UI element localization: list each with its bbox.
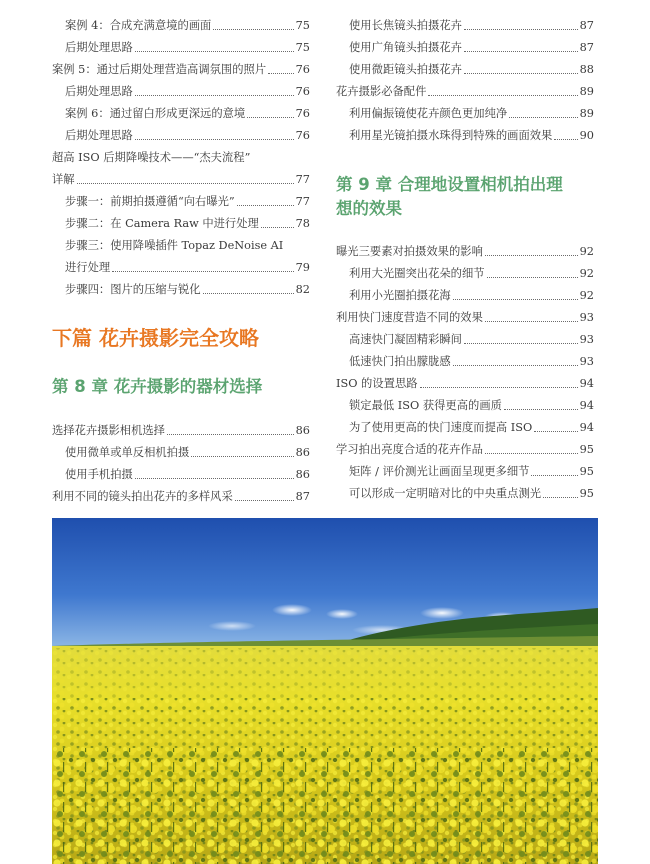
toc-entry-page: 87: [579, 19, 594, 32]
toc-entry-title: 低速快门拍出朦胧感: [349, 355, 451, 368]
cloud: [326, 609, 358, 619]
toc-entry-title: 利用小光圈拍摄花海: [349, 289, 451, 302]
toc-entry-title: 案例 6：通过留白形成更深远的意境: [65, 107, 246, 120]
toc-entry-title: 使用微单或单反相机拍摄: [65, 446, 190, 459]
toc-entry-page: 76: [295, 63, 310, 76]
toc-entry[interactable]: [336, 420, 594, 436]
toc-entry-title: 后期处理思路: [65, 129, 133, 142]
toc-entry[interactable]: [336, 442, 594, 458]
toc-entry-title: 案例 4：合成充满意境的画面: [65, 19, 212, 32]
toc-entry-page: 86: [295, 424, 310, 437]
flower-field-illustration: [52, 518, 598, 864]
leader-dots: [203, 292, 294, 294]
toc-entry[interactable]: [336, 18, 594, 34]
toc-entry-page: 78: [295, 217, 310, 230]
toc-entry-page: 76: [295, 107, 310, 120]
toc-entry-title-line1[interactable]: 超高 ISO 后期降噪技术——“杰夫流程”: [52, 151, 251, 164]
toc-entry-page: 94: [579, 399, 594, 412]
leader-dots: [420, 386, 578, 388]
leader-dots: [191, 455, 293, 457]
toc-entry-page: 94: [579, 421, 594, 434]
toc-entry-title: 选择花卉摄影相机选择: [52, 424, 165, 437]
toc-entry-title: 步骤四：图片的压缩与锐化: [65, 283, 201, 296]
toc-entry[interactable]: [52, 489, 310, 505]
part-title: 下篇 花卉摄影完全攻略: [52, 326, 259, 350]
leader-dots: [77, 182, 294, 184]
toc-entry-page: 82: [295, 283, 310, 296]
toc-entry-title: 矩阵 / 评价测光让画面呈现更多细节: [349, 465, 530, 478]
toc-entry[interactable]: [52, 216, 310, 232]
toc-entry-page: 87: [579, 41, 594, 54]
leader-dots: [428, 94, 577, 96]
toc-entry-title: 步骤一：前期拍摄遵循“向右曝光”: [65, 195, 235, 208]
toc-entry[interactable]: [52, 282, 310, 298]
toc-entry[interactable]: [52, 128, 310, 144]
toc-entry-page: 75: [295, 41, 310, 54]
chapter-9-title-line1: 第 9 章 合理地设置相机拍出理: [336, 175, 563, 194]
toc-entry-page: 88: [579, 63, 594, 76]
toc-entry-page: 87: [295, 490, 310, 503]
leader-dots: [261, 226, 294, 228]
toc-entry-page: 77: [295, 195, 310, 208]
toc-entry[interactable]: [52, 467, 310, 483]
chapter-8-title: 第 8 章 花卉摄影的器材选择: [52, 377, 263, 396]
toc-entry[interactable]: [52, 106, 310, 122]
toc-entry-title: 使用长焦镜头拍摄花卉: [349, 19, 462, 32]
toc-entry[interactable]: [336, 464, 594, 480]
leader-dots: [213, 28, 293, 30]
toc-entry-page: 94: [579, 377, 594, 390]
toc-entry-page: 77: [295, 173, 310, 186]
leader-dots: [531, 474, 577, 476]
toc-entry-page: 93: [579, 355, 594, 368]
leader-dots: [235, 499, 294, 501]
toc-entry-page: 90: [579, 129, 594, 142]
toc-entry-title: 使用广角镜头拍摄花卉: [349, 41, 462, 54]
leader-dots: [485, 254, 578, 256]
toc-entry-title: 后期处理思路: [65, 41, 133, 54]
toc-entry-title: 利用不同的镜头拍出花卉的多样风采: [52, 490, 233, 503]
toc-entry-title: 花卉摄影必备配件: [336, 85, 427, 98]
toc-entry-page: 95: [579, 443, 594, 456]
toc-entry[interactable]: [336, 354, 594, 370]
toc-entry-page: 93: [579, 333, 594, 346]
toc-entry-title: 利用偏振镜使花卉颜色更加纯净: [349, 107, 508, 120]
toc-entry-title-line2: 进行处理: [65, 261, 111, 274]
toc-entry[interactable]: [52, 423, 310, 439]
toc-entry-title: 利用星光镜拍摄水珠得到特殊的画面效果: [349, 129, 553, 142]
leader-dots: [554, 138, 577, 140]
leader-dots: [135, 94, 294, 96]
toc-entry-page: 86: [295, 446, 310, 459]
toc-entry-page: 93: [579, 311, 594, 324]
toc-entry-page: 92: [579, 267, 594, 280]
toc-entry-page: 76: [295, 129, 310, 142]
leader-dots: [453, 364, 578, 366]
cloud: [420, 607, 464, 619]
toc-entry-page: 89: [579, 107, 594, 120]
toc-entry-page: 75: [295, 19, 310, 32]
leader-dots: [534, 430, 577, 432]
toc-entry-page: 89: [579, 85, 594, 98]
leader-dots: [135, 477, 294, 479]
leader-dots: [504, 408, 578, 410]
toc-entry-title: 使用手机拍摄: [65, 468, 133, 481]
cloud: [208, 621, 256, 631]
leader-dots: [485, 452, 578, 454]
toc-entry[interactable]: [336, 266, 594, 282]
toc-entry-title: 利用快门速度营造不同的效果: [336, 311, 483, 324]
toc-entry[interactable]: [52, 40, 310, 56]
toc-entry-title: 为了使用更高的快门速度而提高 ISO: [349, 421, 533, 434]
toc-entry-title: 曝光三要素对拍摄效果的影响: [336, 245, 483, 258]
toc-entry[interactable]: [52, 260, 310, 276]
toc-entry-page: 95: [579, 487, 594, 500]
flower-field-photo: [52, 518, 598, 864]
leader-dots: [453, 298, 578, 300]
toc-entry-page: 76: [295, 85, 310, 98]
toc-entry-title: 后期处理思路: [65, 85, 133, 98]
toc-entry[interactable]: [336, 376, 594, 392]
leader-dots: [487, 276, 578, 278]
leader-dots: [464, 28, 578, 30]
toc-entry-page: 86: [295, 468, 310, 481]
leader-dots: [543, 496, 578, 498]
toc-entry-title: 利用大光圈突出花朵的细节: [349, 267, 485, 280]
leader-dots: [268, 72, 294, 74]
toc-entry[interactable]: [336, 62, 594, 78]
toc-entry[interactable]: [336, 332, 594, 348]
toc-entry-title: ISO 的设置思路: [336, 377, 418, 390]
toc-entry[interactable]: [336, 486, 594, 502]
toc-entry-title: 高速快门凝固精彩瞬间: [349, 333, 462, 346]
leader-dots: [247, 116, 293, 118]
toc-entry-title: 可以形成一定明暗对比的中央重点测光: [349, 487, 542, 500]
toc-entry[interactable]: [336, 40, 594, 56]
toc-entry[interactable]: [336, 398, 594, 414]
toc-entry[interactable]: [52, 84, 310, 100]
leader-dots: [464, 342, 578, 344]
leader-dots: [509, 116, 577, 118]
toc-entry[interactable]: [336, 128, 594, 144]
toc-entry-title: 案例 5：通过后期处理营造高调氛围的照片: [52, 63, 267, 76]
toc-entry[interactable]: [52, 445, 310, 461]
leader-dots: [464, 50, 578, 52]
toc-entry[interactable]: [52, 62, 310, 78]
toc-entry-title-line2: 详解: [52, 173, 75, 186]
toc-entry-title: 学习拍出亮度合适的花卉作品: [336, 443, 483, 456]
field-texture-foreground: [52, 748, 598, 864]
cloud: [272, 604, 312, 616]
toc-entry[interactable]: [52, 18, 310, 34]
leader-dots: [167, 433, 294, 435]
toc-entry-title: 锁定最低 ISO 获得更高的画质: [349, 399, 502, 412]
toc-entry[interactable]: [52, 194, 310, 210]
chapter-9-title-line2: 想的效果: [336, 199, 402, 218]
toc-entry[interactable]: [336, 310, 594, 326]
toc-entry[interactable]: [336, 84, 594, 100]
leader-dots: [464, 72, 578, 74]
toc-entry[interactable]: [336, 244, 594, 260]
toc-entry-title: 步骤二：在 Camera Raw 中进行处理: [65, 217, 259, 230]
toc-entry-title-line1[interactable]: 步骤三：使用降噪插件 Topaz DeNoise AI: [65, 239, 284, 252]
toc-entry-page: 79: [295, 261, 310, 274]
leader-dots: [112, 270, 293, 272]
toc-entry-page: 92: [579, 245, 594, 258]
toc-entry[interactable]: [336, 288, 594, 304]
toc-entry[interactable]: [52, 172, 310, 188]
toc-entry-page: 95: [579, 465, 594, 478]
leader-dots: [135, 138, 294, 140]
leader-dots: [237, 204, 294, 206]
toc-entry-title: 使用微距镜头拍摄花卉: [349, 63, 462, 76]
leader-dots: [485, 320, 578, 322]
toc-entry-page: 92: [579, 289, 594, 302]
toc-entry[interactable]: [336, 106, 594, 122]
leader-dots: [135, 50, 294, 52]
